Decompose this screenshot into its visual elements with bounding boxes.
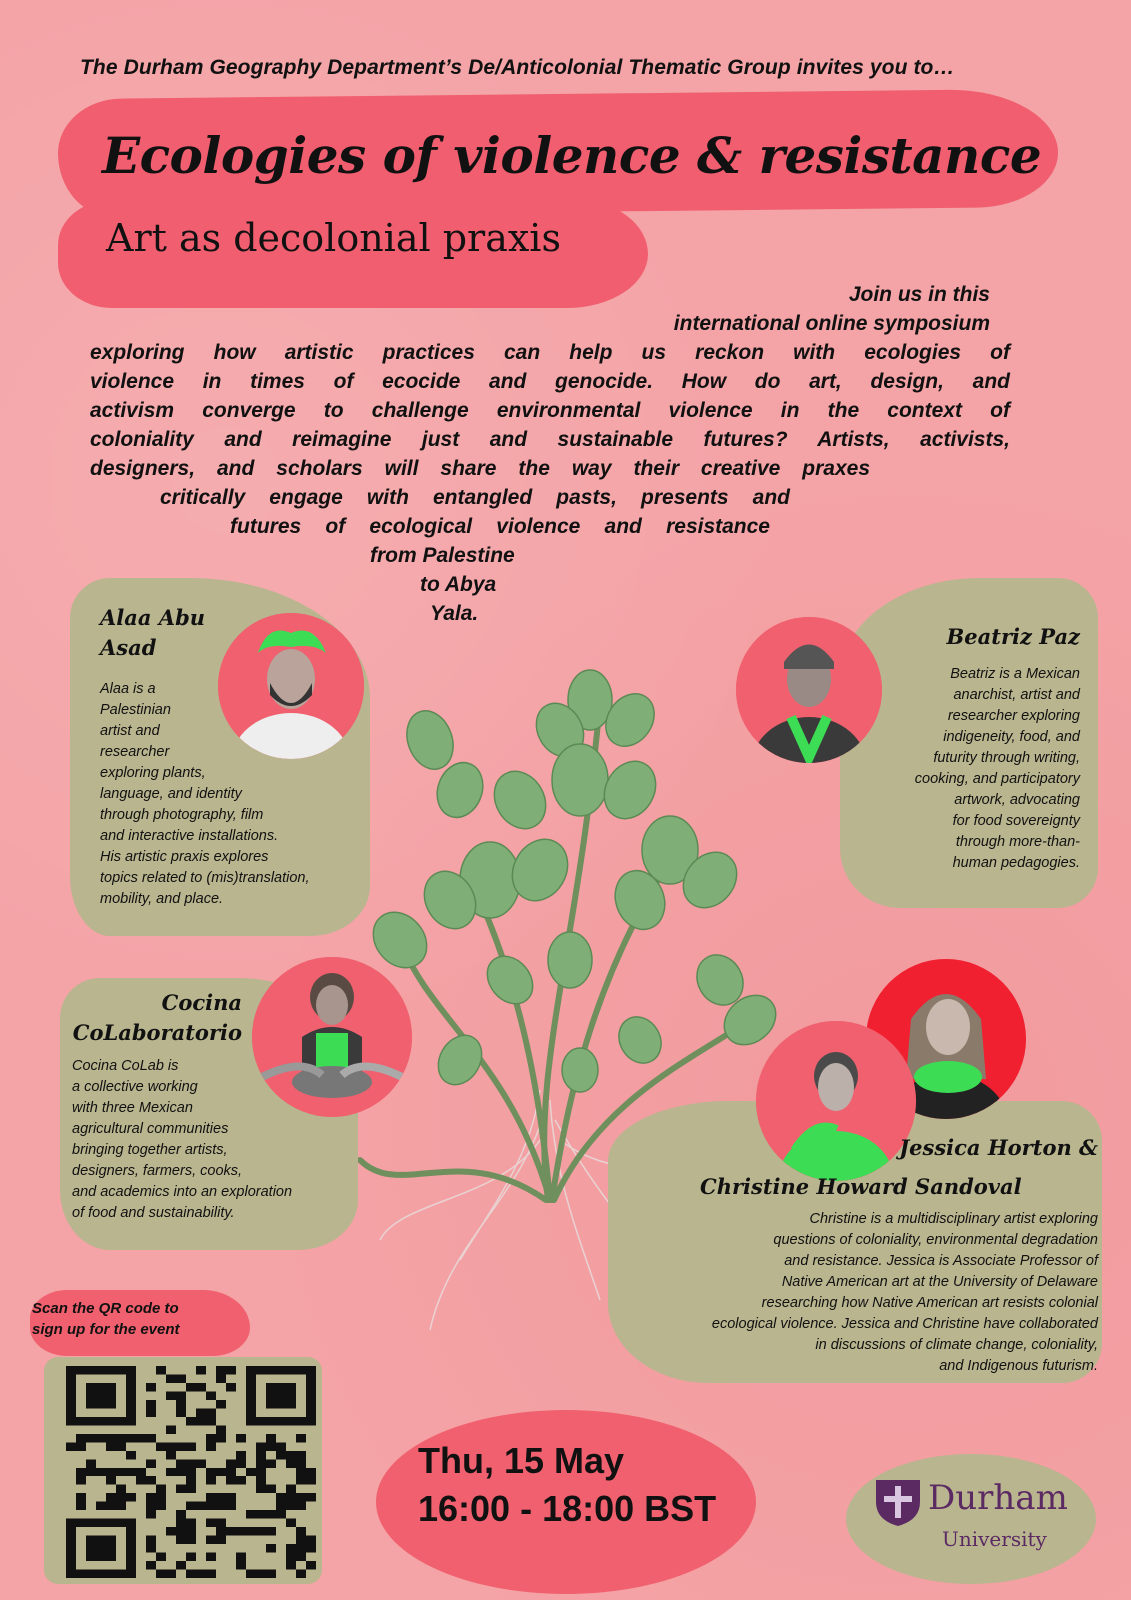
speaker-bio-cocina <box>72 1056 362 1224</box>
desc-line: Join us in this <box>848 283 990 306</box>
desc-line: from Palestine <box>370 544 515 567</box>
signup-instruction <box>32 1298 242 1340</box>
bio-line: Beatriz is a Mexican <box>950 666 1080 682</box>
page-title: Ecologies of violence & resistance <box>102 126 1042 185</box>
bio-line: human pedagogies. <box>952 855 1080 871</box>
bio-line: researcher <box>100 744 170 760</box>
bio-line: agricultural communities <box>72 1121 229 1137</box>
bio-line: cooking, and participatory <box>914 771 1080 787</box>
page-subtitle: Art as decolonial praxis <box>106 216 561 260</box>
speaker-name-cocina <box>72 988 242 1048</box>
bio-line: questions of coloniality, environmental degradation <box>773 1232 1098 1248</box>
bio-line: language, and identity <box>100 786 242 802</box>
bio-line: artist and <box>100 723 160 739</box>
durham-wordmark: Durham <box>928 1478 1068 1518</box>
bio-line: His artistic praxis explores <box>100 849 269 865</box>
speaker-bio-jessica-christine <box>612 1209 1098 1377</box>
qr-code[interactable] <box>66 1366 316 1578</box>
speaker-name-christine: Christine Howard Sandoval <box>700 1174 1022 1199</box>
bio-line: indigeneity, food, and <box>943 729 1080 745</box>
bio-line: Alaa is a <box>100 681 156 697</box>
speaker-bio-alaa <box>100 679 375 910</box>
signup-line: Scan the QR code to <box>32 1300 179 1317</box>
bio-line: artwork, advocating <box>954 792 1080 808</box>
bio-line: with three Mexican <box>72 1100 193 1116</box>
bio-line: in discussions of climate change, coloniality, <box>815 1337 1098 1353</box>
bio-line: of food and sustainability. <box>72 1205 235 1221</box>
bio-line: Native American art at the University of Delaware <box>781 1274 1098 1290</box>
desc-line: Yala. <box>430 602 479 625</box>
desc-line: to Abya <box>420 573 497 596</box>
intro-text: The Durham Geography Department’s De/Anticolonial Thematic Group invites you to… <box>80 56 955 79</box>
bio-line: through photography, film <box>100 807 264 823</box>
desc-line: coloniality and reimagine just and sustainable futures? Artists, activists, <box>90 428 1010 451</box>
durham-crest-icon <box>872 1476 924 1528</box>
bio-line: a collective working <box>72 1079 198 1095</box>
bio-line: and resistance. Jessica is Associate Professor of <box>784 1253 1098 1269</box>
bio-line: bringing together artists, <box>72 1142 228 1158</box>
speaker-name-jessica: Jessica Horton & <box>899 1135 1098 1160</box>
name-line: CoLaboratorio <box>72 1020 242 1045</box>
bio-line: for food sovereignty <box>952 813 1080 829</box>
name-line: Asad <box>100 635 157 660</box>
speaker-name-alaa <box>100 603 230 663</box>
name-line: Cocina <box>161 990 242 1015</box>
bio-line: anarchist, artist and <box>953 687 1080 703</box>
bio-line: Palestinian <box>100 702 171 718</box>
event-time: 16:00 - 18:00 BST <box>418 1488 717 1529</box>
desc-line: exploring how artistic practices can help us reckon with ecologies of <box>90 341 1010 364</box>
signup-line: sign up for the event <box>32 1321 180 1338</box>
bio-line: researching how Native American art resists colonial <box>761 1295 1098 1311</box>
desc-line: futures of ecological violence and resistance <box>230 515 770 538</box>
bio-line: through more-than- <box>955 834 1080 850</box>
desc-line: international online symposium <box>673 312 990 335</box>
bio-line: and academics into an exploration <box>72 1184 293 1200</box>
bio-line: futurity through writing, <box>933 750 1080 766</box>
event-date: Thu, 15 May <box>418 1440 625 1481</box>
event-description <box>90 280 1010 628</box>
bio-line: Cocina CoLab is <box>72 1058 179 1074</box>
event-datetime <box>418 1437 758 1533</box>
speaker-name-beatriz: Beatriz Paz <box>946 624 1080 649</box>
bio-line: Christine is a multidisciplinary artist exploring <box>809 1211 1098 1227</box>
bio-line: researcher exploring <box>947 708 1080 724</box>
desc-line: activism converge to challenge environmental violence in the context of <box>90 399 1010 422</box>
bio-line: and interactive installations. <box>100 828 279 844</box>
bio-line: ecological violence. Jessica and Christine have collaborated <box>711 1316 1098 1332</box>
durham-university-label: University <box>942 1527 1047 1551</box>
desc-line: violence in times of ecocide and genocide. How do art, design, and <box>90 370 1010 393</box>
bio-line: mobility, and place. <box>100 891 224 907</box>
bio-line: topics related to (mis)translation, <box>100 870 310 886</box>
desc-line: critically engage with entangled pasts, presents and <box>160 486 790 509</box>
speaker-bio-beatriz <box>850 664 1080 874</box>
desc-line: designers, and scholars will share the way their creative praxes <box>90 457 870 480</box>
bio-line: and Indigenous futurism. <box>939 1358 1098 1374</box>
bio-line: exploring plants, <box>100 765 206 781</box>
bio-line: designers, farmers, cooks, <box>72 1163 243 1179</box>
name-line: Alaa Abu <box>100 605 206 630</box>
